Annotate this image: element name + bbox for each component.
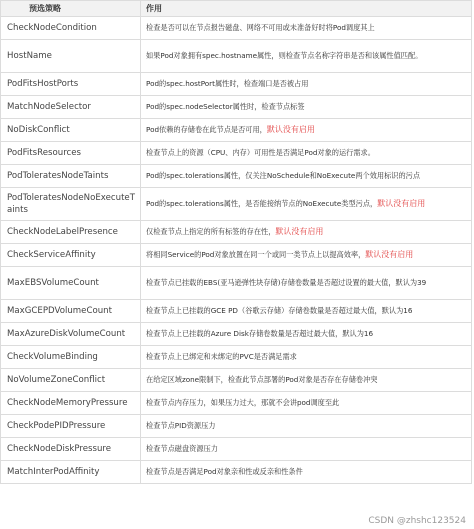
desc-text: Pod的spec.tolerations属性，是否能接纳节点的NoExecute类型污点， (146, 199, 378, 208)
table-row (1, 165, 472, 188)
predicate-desc (141, 221, 472, 244)
predicate-desc (141, 438, 472, 461)
predicate-desc (141, 346, 472, 369)
desc-text: 检查节点上的资源（CPU、内存）可用性是否满足Pod对象的运行需求。 (146, 148, 375, 157)
desc-note: 默认没有启用 (377, 199, 426, 208)
predicate-desc (141, 17, 472, 40)
predicate-desc (141, 323, 472, 346)
predicate-name: CheckPodePIDPressure (1, 415, 141, 438)
desc-text: 检查节点磁盘资源压力 (146, 444, 218, 453)
table-row (1, 17, 472, 40)
table-row (1, 119, 472, 142)
predicate-name: CheckNodeMemoryPressure (1, 392, 141, 415)
predicate-name: CheckNodeLabelPresence (1, 221, 141, 244)
predicate-desc (141, 244, 472, 267)
table-row (1, 96, 472, 119)
predicate-name: HostName (1, 40, 141, 73)
predicate-desc (141, 369, 472, 392)
table-row (1, 73, 472, 96)
desc-note: 默认没有启用 (365, 250, 414, 259)
desc-text: 检查节点已挂载的EBS(亚马逊弹性块存储)存储卷数量是否超过设置的最大值，默认为39 (146, 278, 427, 287)
desc-text: 检查节点内存压力，如果压力过大，那就不会讲pod调度至此 (146, 398, 340, 407)
header-policy: 预选策略 (1, 1, 141, 17)
table-row (1, 438, 472, 461)
table-row (1, 346, 472, 369)
predicate-name: MatchInterPodAffinity (1, 461, 141, 484)
desc-note: 默认没有启用 (275, 227, 324, 236)
desc-text: Pod的spec.tolerations属性，仅关注NoSchedule和NoExecute两个效用标识的污点 (146, 171, 421, 180)
predicate-desc (141, 119, 472, 142)
desc-text: 检查节点是否满足Pod对象亲和性或反亲和性条件 (146, 467, 303, 476)
desc-text: Pod的spec.nodeSelector属性时，检查节点标签 (146, 102, 305, 111)
desc-text: Pod的spec.hostPort属性时，检查端口是否被占用 (146, 79, 309, 88)
desc-text: 如果Pod对象拥有spec.hostname属性，则检查节点名称字符串是否和该属性值匹配。 (146, 51, 423, 60)
table-header-row (1, 1, 472, 17)
predicate-name: PodFitsResources (1, 142, 141, 165)
table-row (1, 369, 472, 392)
predicate-name: PodToleratesNodeTaints (1, 165, 141, 188)
desc-text: 检查节点上已挂载的Azure Disk存储卷数量是否超过最大值，默认为16 (146, 329, 374, 338)
desc-text: 在给定区域zone限制下，检查此节点部署的Pod对象是否存在存储卷冲突 (146, 375, 378, 384)
table-row (1, 267, 472, 300)
predicate-name: PodToleratesNodeNoExecuteTaints (1, 188, 141, 221)
csdn-watermark: CSDN @zhshc123524 (368, 516, 466, 526)
predicate-name: NoVolumeZoneConflict (1, 369, 141, 392)
table-row (1, 142, 472, 165)
predicate-name: NoDiskConflict (1, 119, 141, 142)
desc-note: 默认没有启用 (266, 125, 315, 134)
table-row (1, 188, 472, 221)
table-row (1, 415, 472, 438)
desc-text: 检查是否可以在节点报告磁盘、网络不可用或未准备好时将Pod调度其上 (146, 23, 375, 32)
predicate-desc (141, 96, 472, 119)
predicate-desc (141, 73, 472, 96)
table-row (1, 300, 472, 323)
header-effect: 作用 (141, 1, 472, 17)
predicate-name: CheckNodeCondition (1, 17, 141, 40)
desc-text: 检查节点PID资源压力 (146, 421, 216, 430)
predicate-desc (141, 188, 472, 221)
predicate-desc (141, 142, 472, 165)
table-row (1, 221, 472, 244)
table-row (1, 40, 472, 73)
predicate-name: MatchNodeSelector (1, 96, 141, 119)
predicate-name: CheckVolumeBinding (1, 346, 141, 369)
desc-text: 仅检查节点上指定的所有标签的存在性， (146, 227, 276, 236)
desc-text: 检查节点上已绑定和未绑定的PVC是否满足需求 (146, 352, 297, 361)
table-row (1, 323, 472, 346)
predicate-name: PodFitsHostPorts (1, 73, 141, 96)
desc-text: Pod依赖的存储卷在此节点是否可用， (146, 125, 267, 134)
table-row (1, 244, 472, 267)
desc-text: 检查节点上已挂载的GCE PD（谷歌云存储）存储卷数量是否超过最大值，默认为16 (146, 306, 413, 315)
table-row (1, 392, 472, 415)
predicate-desc (141, 300, 472, 323)
predicate-name: MaxEBSVolumeCount (1, 267, 141, 300)
predicate-desc (141, 40, 472, 73)
predicate-desc (141, 165, 472, 188)
predicate-desc (141, 392, 472, 415)
table-row (1, 461, 472, 484)
predicate-desc (141, 461, 472, 484)
predicate-name: MaxGCEPDVolumeCount (1, 300, 141, 323)
predicate-desc (141, 415, 472, 438)
desc-text: 将相同Service的Pod对象放置在同一个或同一类节点上以提高效率， (146, 250, 366, 259)
predicate-name: MaxAzureDiskVolumeCount (1, 323, 141, 346)
predicate-name: CheckServiceAffinity (1, 244, 141, 267)
predicate-name: CheckNodeDiskPressure (1, 438, 141, 461)
predicate-desc (141, 267, 472, 300)
